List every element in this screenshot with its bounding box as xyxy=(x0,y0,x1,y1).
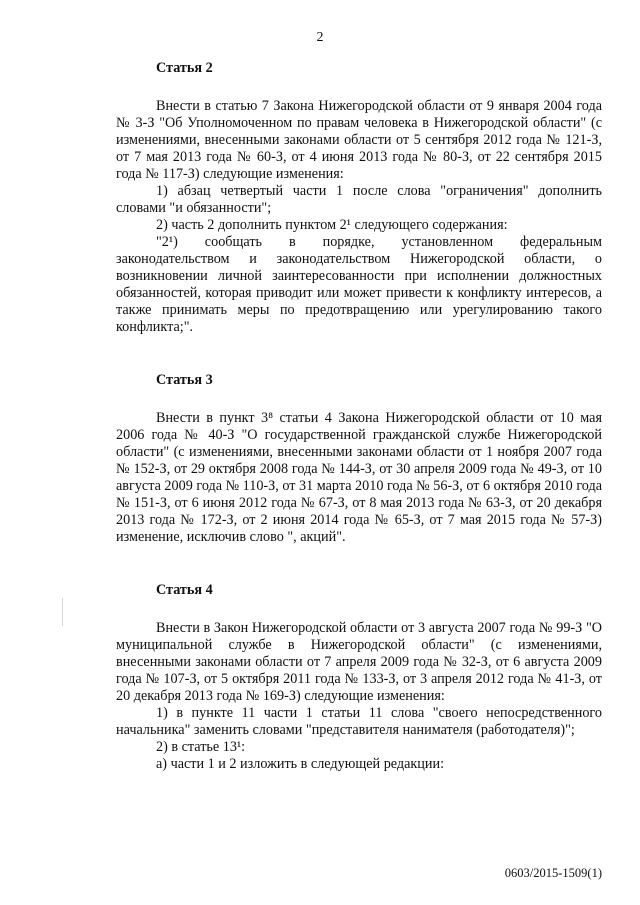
article-paragraph: 1) абзац четвертый части 1 после слова "ограничения" дополнить словами "и обязанности"; xyxy=(116,183,602,216)
article-4 xyxy=(116,582,602,773)
article-paragraph: Внести в пункт 3⁸ статьи 4 Закона Нижегородской области от 10 мая 2006 года № 40-З "О государственной гражданской службе Нижегородской области" (с изменениями, внесенными законами области от 1 ноября 2007 года № 152-З, от 29 октября 2008 года № 144-З, от 30 апреля 2009 года № 49-З, от 10 августа 2009 года № 110-З, от 31 марта 2010 года № 56-З, от 6 октября 2010 года № 151-З, от 6 июня 2012 года № 67-З, от 8 мая 2013 года № 63-З, от 20 декабря 2013 года № 172-З, от 2 июня 2014 года № 65-З, от 7 мая 2015 года № 57-З) изменение, исключив слово ", акций". xyxy=(116,410,602,545)
article-heading: Статья 3 xyxy=(156,372,213,388)
article-paragraph: 2) часть 2 дополнить пунктом 2¹ следующего содержания: xyxy=(156,217,508,233)
article-heading: Статья 2 xyxy=(156,60,213,76)
article-paragraph: а) части 1 и 2 изложить в следующей редакции: xyxy=(156,756,445,772)
article-paragraph: 1) в пункте 11 части 1 статьи 11 слова "своего непосредственного начальника" заменить словами "представителя нанимателя (работодателя)"; xyxy=(116,705,602,738)
article-paragraph: Внести в статью 7 Закона Нижегородской области от 9 января 2004 года № 3-З "Об Уполномоченном по правам человека в Нижегородской области" (с изменениями, внесенными законами области от 5 сентября 2012 года № 121-З, от 7 мая 2013 года № 60-З, от 4 июня 2013 года № 80-З, от 22 сентября 2015 года № 117-З) следующие изменения: xyxy=(116,98,602,182)
margin-mark xyxy=(62,598,63,626)
article-paragraph: 2) в статье 13¹: xyxy=(156,739,246,755)
article-2 xyxy=(116,60,602,336)
article-heading: Статья 4 xyxy=(156,582,213,598)
article-paragraph: Внести в Закон Нижегородской области от 3 августа 2007 года № 99-З "О муниципальной службе в Нижегородской области" (с изменениями, внесенными законами области от 7 апреля 2009 года № 32-З, от 6 августа 2009 года № 107-З, от 5 октября 2011 года № 133-З, от 3 апреля 2012 года № 41-З, от 20 декабря 2013 года № 169-З) следующие изменения: xyxy=(116,620,602,704)
article-paragraph: "2¹) сообщать в порядке, установленном федеральным законодательством и законодательством Нижегородской области, о возникновении личной заинтересованности при исполнении должностных обязанностей, которая приводит или может привести к конфликту интересов, а также принимать меры по предотвращению или урегулированию такого конфликта;". xyxy=(116,234,602,335)
page-number: 2 xyxy=(316,30,324,45)
document-code: 0603/2015-1509(1) xyxy=(504,866,602,880)
article-3 xyxy=(116,372,602,546)
document-body xyxy=(116,60,602,773)
